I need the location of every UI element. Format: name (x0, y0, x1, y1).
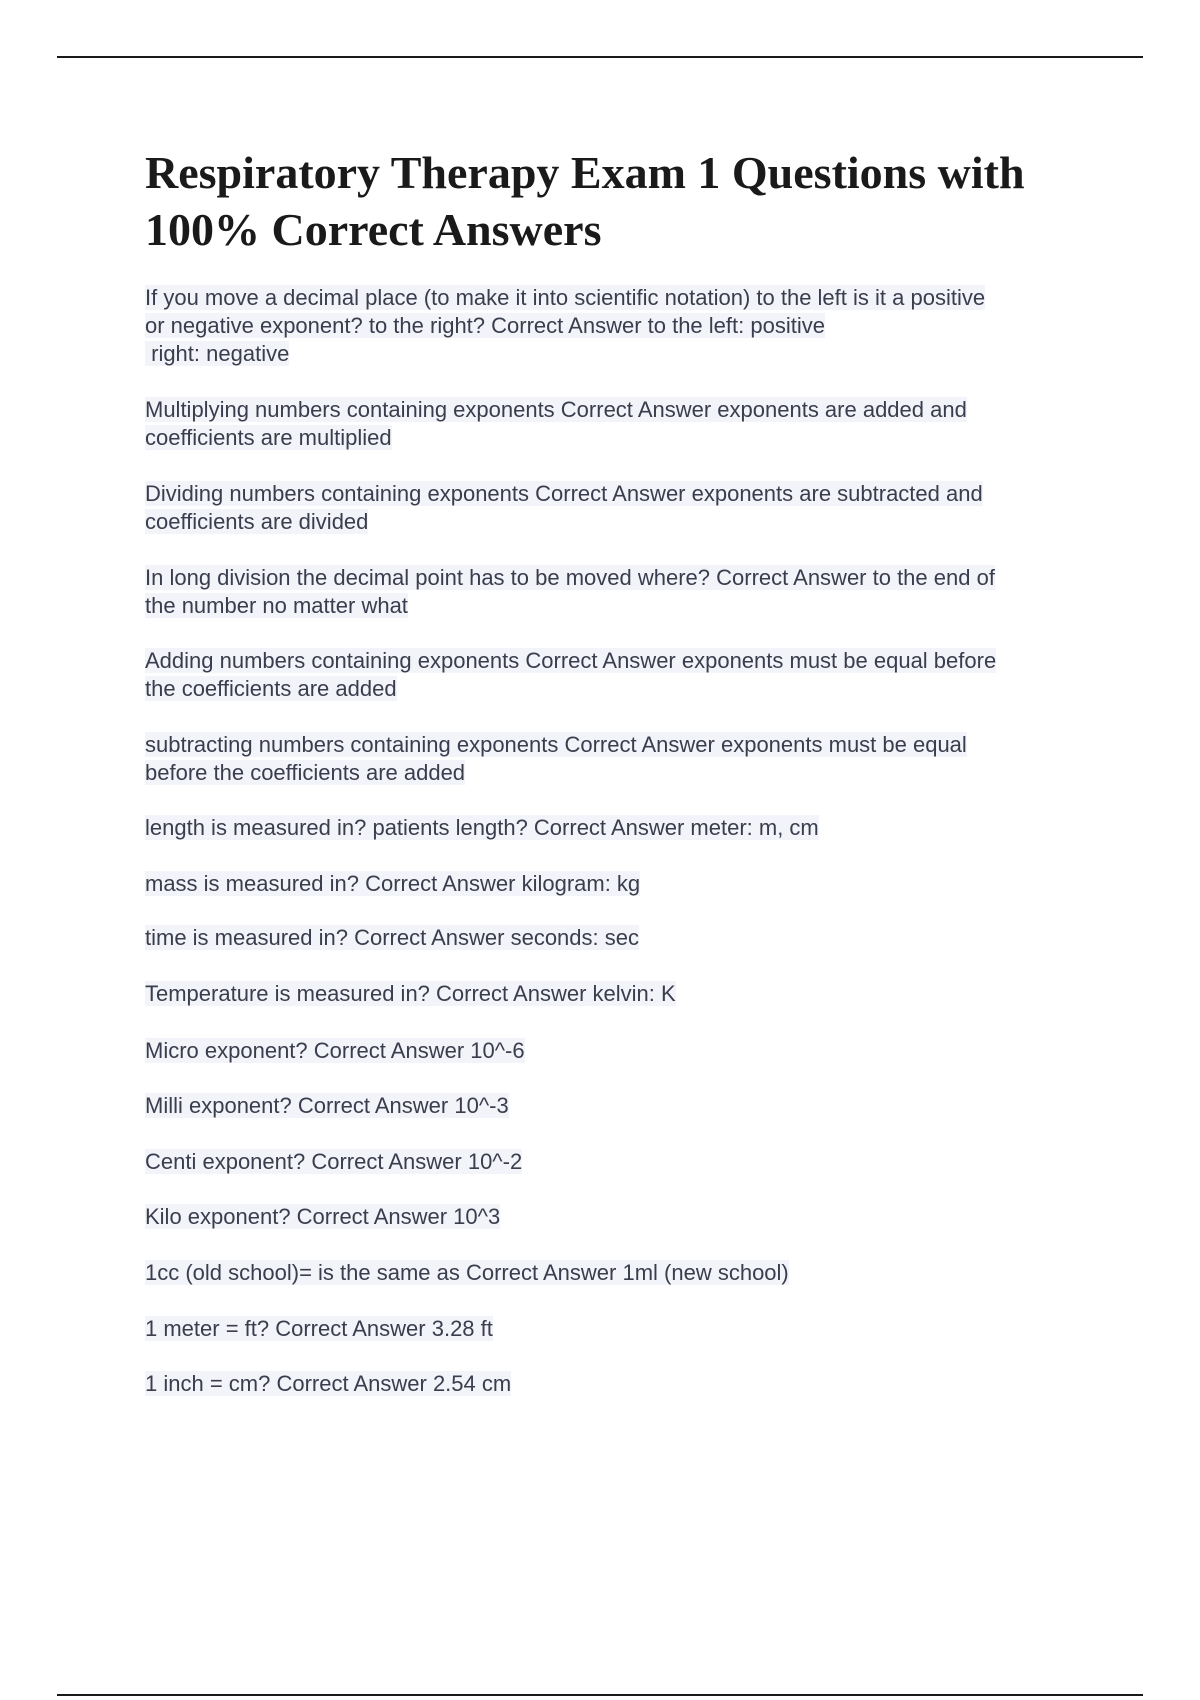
qa-item (145, 980, 682, 1008)
qa-item (145, 1037, 531, 1065)
qa-line: coefficients are divided (145, 509, 369, 534)
qa-line: Multiplying numbers containing exponents Correct Answer exponents are added and (145, 397, 967, 422)
qa-line: Kilo exponent? Correct Answer 10^3 (145, 1204, 501, 1229)
qa-item (145, 564, 1001, 620)
qa-line: time is measured in? Correct Answer seconds: sec (145, 925, 639, 950)
qa-line: the number no matter what (145, 593, 408, 618)
qa-line: subtracting numbers containing exponents Correct Answer exponents must be equal (145, 732, 967, 757)
qa-line: Micro exponent? Correct Answer 10^-6 (145, 1038, 525, 1063)
qa-line: or negative exponent? to the right? Correct Answer to the left: positive (145, 313, 825, 338)
qa-line: 1 meter = ft? Correct Answer 3.28 ft (145, 1316, 493, 1341)
qa-item (145, 1315, 499, 1343)
qa-item (145, 1148, 528, 1176)
qa-line: mass is measured in? Correct Answer kilogram: kg (145, 871, 641, 896)
qa-item (145, 1092, 515, 1120)
qa-item (145, 647, 1002, 703)
qa-item (145, 814, 825, 842)
qa-item (145, 731, 973, 787)
qa-line: length is measured in? patients length? Correct Answer meter: m, cm (145, 815, 819, 840)
qa-line: right: negative (145, 341, 290, 366)
qa-item (145, 480, 989, 536)
qa-line: Milli exponent? Correct Answer 10^-3 (145, 1093, 509, 1118)
qa-line: 1cc (old school)= is the same as Correct Answer 1ml (new school) (145, 1260, 789, 1285)
qa-line: Adding numbers containing exponents Correct Answer exponents must be equal before (145, 648, 997, 673)
qa-line: In long division the decimal point has to be moved where? Correct Answer to the end of (145, 565, 995, 590)
qa-item (145, 284, 991, 368)
document-title: Respiratory Therapy Exam 1 Questions with 100% Correct Answers (145, 147, 1025, 255)
qa-line: the coefficients are added (145, 676, 397, 701)
qa-item (145, 870, 646, 898)
qa-item (145, 1259, 795, 1287)
qa-line: 1 inch = cm? Correct Answer 2.54 cm (145, 1371, 512, 1396)
qa-line: coefficients are multiplied (145, 425, 392, 450)
qa-item (145, 1370, 517, 1398)
qa-line: If you move a decimal place (to make it into scientific notation) to the left is it a positive (145, 285, 986, 310)
top-divider (57, 56, 1143, 58)
qa-line: Dividing numbers containing exponents Correct Answer exponents are subtracted and (145, 481, 983, 506)
bottom-divider (57, 1694, 1143, 1696)
qa-item (145, 1203, 506, 1231)
qa-item (145, 396, 973, 452)
qa-line: Centi exponent? Correct Answer 10^-2 (145, 1149, 523, 1174)
qa-item (145, 924, 645, 952)
qa-line: before the coefficients are added (145, 760, 466, 785)
qa-line: Temperature is measured in? Correct Answer kelvin: K (145, 981, 676, 1006)
